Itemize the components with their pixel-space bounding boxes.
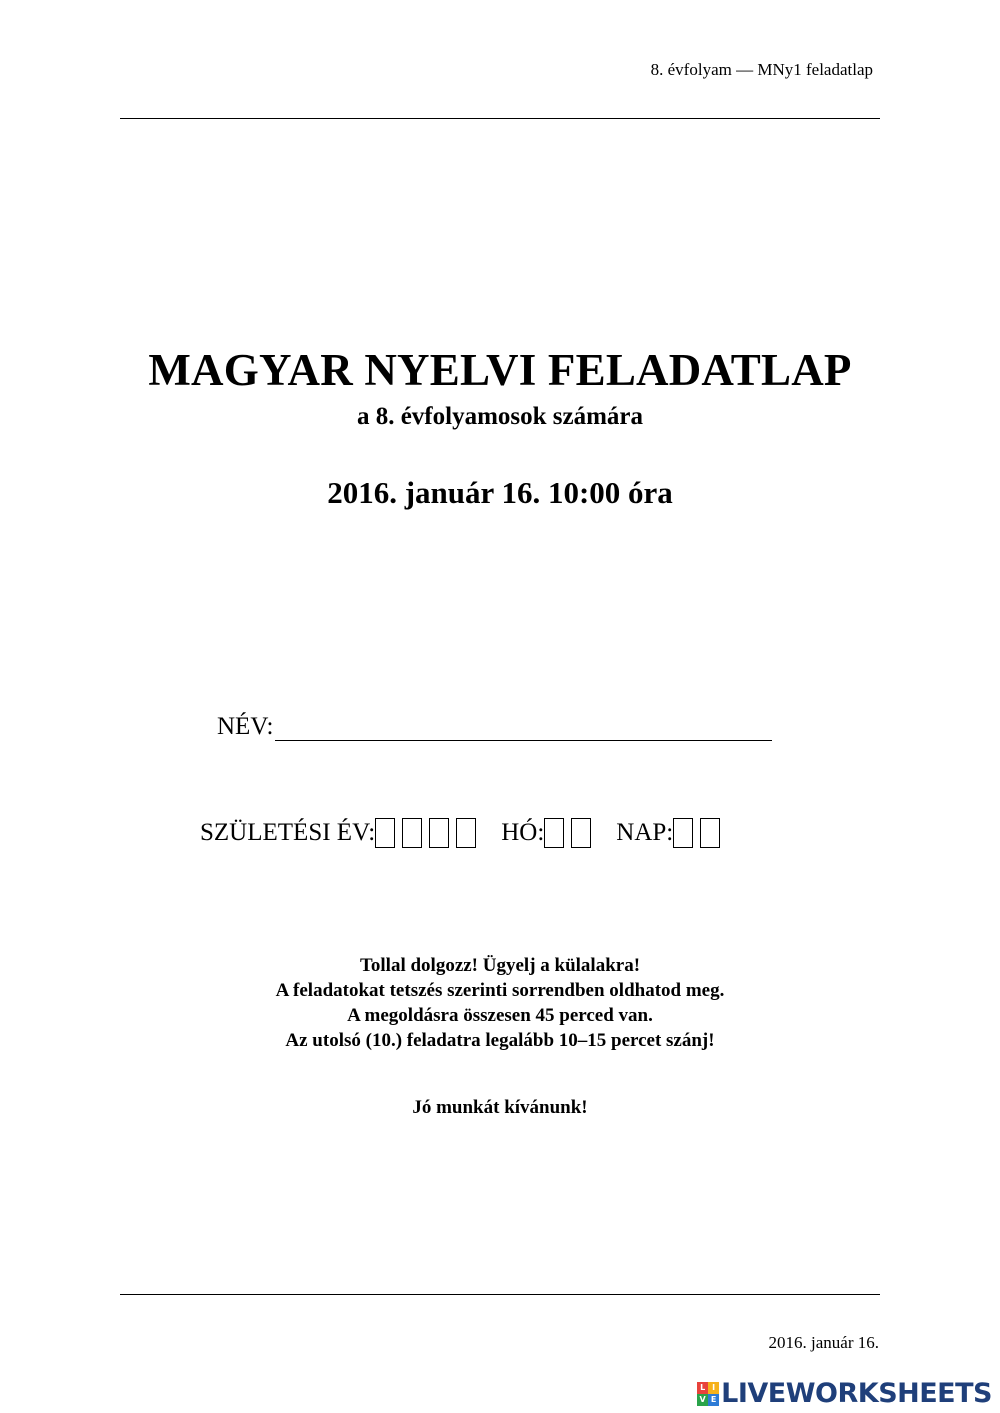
day-digit-box[interactable] [700,818,720,848]
name-label: NÉV: [217,713,274,740]
birth-year-digit-box[interactable] [429,818,449,848]
instructions [0,953,1000,1053]
instruction-line: A feladatokat tetszés szerinti sorrendben oldhatod meg. [275,980,725,1001]
liveworksheets-logo-icon [697,1382,719,1406]
month-boxes [544,818,598,848]
birth-date-row [200,818,727,848]
page-title: MAGYAR NYELVI FELADATLAP [148,345,852,395]
birth-year-digit-box[interactable] [402,818,422,848]
month-digit-box[interactable] [571,818,591,848]
month-label: HÓ: [501,819,545,846]
month-digit-box[interactable] [544,818,564,848]
logo-letter-i: I [708,1382,719,1394]
page-subtitle: a 8. évfolyamosok számára [356,403,644,430]
birth-year-label: SZÜLETÉSI ÉV: [200,819,376,846]
logo-letter-e: E [708,1394,719,1406]
birth-year-digit-box[interactable] [375,818,395,848]
footer-divider [120,1294,880,1295]
logo-letter-v: V [697,1394,708,1406]
name-row [217,713,772,741]
day-boxes [673,818,727,848]
birth-year-digit-box[interactable] [456,818,476,848]
liveworksheets-text: LIVEWORKSHEETS [721,1378,992,1409]
day-label: NAP: [616,819,674,846]
closing-message: Jó munkát kívánunk! [412,1097,588,1118]
page-header: 8. évfolyam — MNy1 feladatlap [650,60,873,79]
day-digit-box[interactable] [673,818,693,848]
logo-letter-l: L [697,1382,708,1394]
liveworksheets-logo [697,1378,992,1409]
footer-date: 2016. január 16. [768,1333,879,1352]
header-divider [120,118,880,119]
instruction-line: A megoldásra összesen 45 perced van. [347,1005,653,1026]
birth-year-boxes [375,818,483,848]
instruction-line: Az utolsó (10.) feladatra legalább 10–15 percet szánj! [285,1030,715,1051]
name-field[interactable] [275,713,772,741]
exam-date: 2016. január 16. 10:00 óra [327,475,673,510]
instruction-line: Tollal dolgozz! Ügyelj a külalakra! [359,955,641,976]
